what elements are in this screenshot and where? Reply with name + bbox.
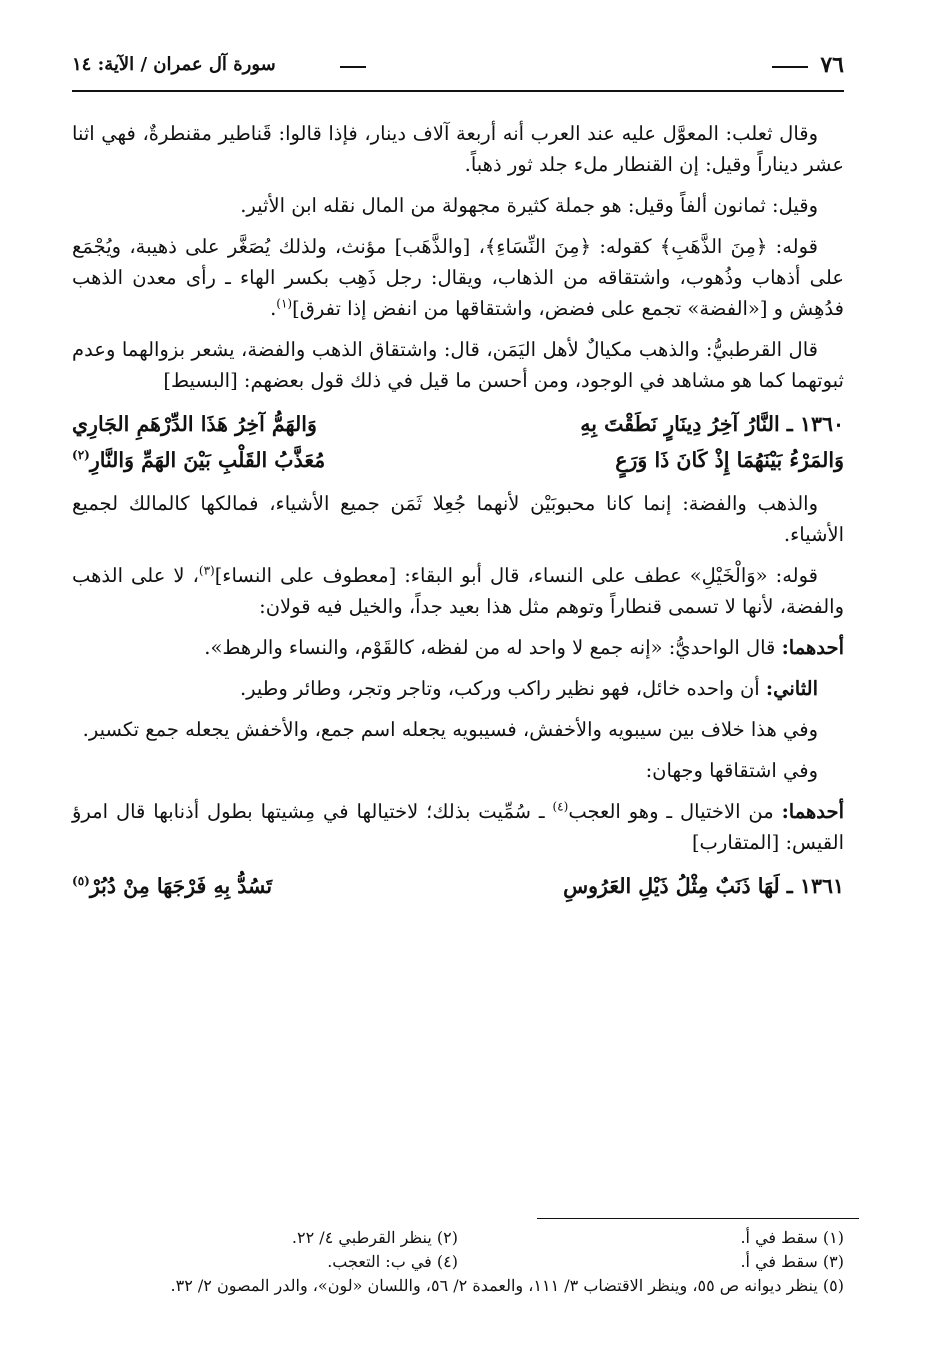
paragraph: وفي هذا خلاف بين سيبويه والأخفش، فسيبويه يجعله اسم جمع، والأخفش يجعله جمع تكسير. [82, 718, 818, 741]
verse-hemistich: ١٣٦١ ـ لَهَا ذَنَبٌ مِثْلُ ذَيْلِ العَرُوسِ [563, 874, 844, 898]
header-rule [72, 90, 844, 92]
footnote: (٥) ينظر ديوانه ص ٥٥، وينظر الاقتضاب ٣/ ١١١، والعمدة ٢/ ٥٦، واللسان «لون»، والدر المصون ٢/ ٣٢. [170, 1276, 844, 1295]
verse-hemistich: تَسُدُّ بِهِ فَرْجَهَا مِنْ دُبُرْ$^{(٥)}$ [72, 874, 273, 898]
footnote: (٤) في ب: التعجب. [327, 1252, 458, 1271]
footnote-marker: (٣) [198, 563, 215, 578]
footnote-row [72, 1226, 844, 1250]
paragraph: قال القرطبيُّ: والذهب مكيالٌ لأهل اليَمَن، قال: واشتقاق الذهب والفضة، يشعر بزوالهما وعدم ثبوتهما كما هو مشاهد في الوجود، ومن أحسن ما قيل في ذلك قول بعضهم: [البسيط] [72, 338, 844, 392]
label-first: أحدهما: [781, 800, 844, 823]
footnote-marker: (٥) [72, 874, 90, 889]
label-second: الثاني: [765, 677, 818, 700]
paragraph: أحدهما: قال الواحديُّ: «إنه جمع لا واحد له من لفظه، كالقَوْم، والنساء والرهط». [204, 636, 844, 659]
verse-line [72, 442, 844, 478]
verse-line [72, 406, 844, 442]
footnote-separator [537, 1218, 859, 1219]
footnote: (٣) سقط في أ. [740, 1252, 844, 1271]
footnote-row [72, 1274, 844, 1298]
footnotes [72, 1226, 844, 1298]
paragraph: وقال ثعلب: المعوَّل عليه عند العرب أنه أربعة آلاف دينار، فإذا قالوا: قَناطير مقنطرةٌ، فهي اثنا عشر ديناراً وقيل: إن القنطار ملء جلد ثور ذهباً. [72, 122, 844, 176]
paragraph: قوله: «وَالْخَيْلِ» عطف على النساء، قال أبو البقاء: [معطوف على النساء]$^{(٣)}$، لا على الذهب والفضة، لأنها لا تسمى قنطاراً وتوهم مثل هذا بعيد جداً، والخيل فيه قولان: [72, 563, 844, 618]
verse-hemistich: وَالمَرْءُ بَيْنَهُمَا إِذْ كَانَ ذَا وَرَعٍ [615, 448, 844, 472]
page-number: ٧٦ [820, 52, 844, 78]
paragraph: قوله: ﴿مِنَ الذَّهَبِ﴾ كقوله: ﴿مِنَ النِّسَاءِ﴾، [والذَّهَب] مؤنث، ولذلك يُصَغَّر على ذهيبة، ويُجْمَع على أذهاب وذُهوب، واشتقاقه من الذهاب، ويقال: رجل ذَهِب بكسر الهاء ـ رأى معدن الذهب فدُهِش و [«الفضة» تجمع على فضض، واشتقاقها من انفض إذا تفرق]$^{(١)}$. [72, 235, 844, 320]
verse-1361 [72, 868, 844, 904]
verse-hemistich: ١٣٦٠ ـ النَّارُ آخِرُ دِينَارٍ نَطَقْتَ بِهِ [580, 412, 844, 436]
paragraph: وقيل: ثمانون ألفاً وقيل: هو جملة كثيرة مجهولة من المال نقله ابن الأثير. [240, 194, 818, 217]
footnote: (١) سقط في أ. [740, 1228, 844, 1247]
verse-hemistich: مُعَذَّبُ القَلْبِ بَيْنَ الهَمِّ وَالنَّارِ$^{(٢)}$ [72, 448, 326, 472]
verse-hemistich: وَالهَمُّ آخِرُ هَذَا الدِّرْهَمِ الجَارِي [72, 412, 317, 436]
paragraph: والذهب والفضة: إنما كانا محبوبَيْن لأنهما جُعِلا ثَمَن جميع الأشياء، فمالكها كالمالك لجميع الأشياء. [72, 492, 844, 546]
header-dash [772, 66, 808, 68]
surah-title: سورة آل عمران / الآية: ١٤ [72, 54, 276, 75]
paragraph: وفي اشتقاقها وجهان: [645, 759, 818, 782]
paragraph: الثاني: أن واحده خائل، فهو نظير راكب وركب، وتاجر وتجر، وطائر وطير. [239, 677, 818, 700]
footnote-marker: (١) [276, 296, 293, 311]
verse-1360 [72, 406, 844, 478]
footnote-row [72, 1250, 844, 1274]
main-text [72, 118, 844, 914]
footnote-marker: (٢) [72, 448, 90, 463]
footnote-marker: (٤) [552, 799, 569, 814]
header-dash-left [340, 66, 366, 68]
verse-line [72, 868, 844, 904]
footnote: (٢) ينظر القرطبي ٤/ ٢٢. [291, 1228, 458, 1247]
label-first: أحدهما: [781, 636, 844, 659]
page-header [72, 52, 844, 88]
paragraph: أحدهما: من الاختيال ـ وهو العجب$^{(٤)}$ ـ سُمِّيت بذلك؛ لاختيالها في مِشيتها بطول أذنابها قال امرؤ القيس: [المتقارب] [72, 799, 844, 854]
